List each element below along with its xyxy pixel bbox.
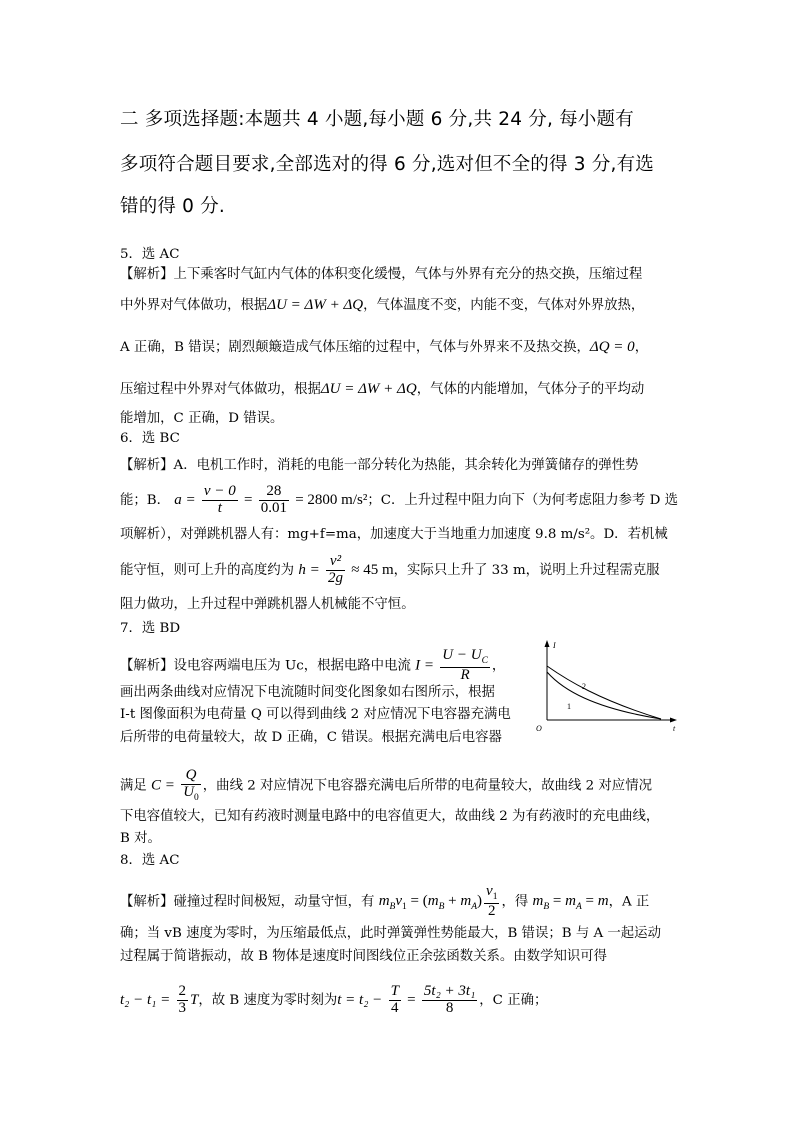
q7-line-7: B 对。 (120, 831, 161, 846)
q7-frac1-num (440, 648, 490, 668)
q6-frac1-num: v − 0 (203, 483, 236, 499)
q7-fraction-2 (181, 768, 201, 804)
section-heading-line-3: 错的得 0 分. (120, 196, 226, 217)
chart-curve-1-label: 1 (567, 702, 571, 711)
q5-line-1: 【解析】上下乘客时气缸内气体的体积变化缓慢，气体与外界有充分的热交换，压缩过程 (120, 267, 643, 282)
q7-fraction-1 (440, 648, 490, 684)
q8-eq: = (407, 991, 416, 1008)
q8-title: 8．选 AC (120, 853, 180, 868)
q6-line-2a: 能；B． (120, 492, 171, 508)
q8-frac1-den: 3 (178, 999, 187, 1016)
q6-fraction-2 (259, 484, 289, 517)
q5-title: 5．选 AC (120, 247, 180, 262)
q6-acc-symbol: a = (174, 491, 196, 508)
q6-frac1-den: t (217, 499, 222, 516)
q7-line-4: 后所带的电荷量较大，故 D 正确，C 错误。根据充满电后电容器 (120, 730, 502, 745)
q8-period-T: T (190, 991, 199, 1008)
q8-frac3-den: 8 (445, 999, 454, 1016)
q7-line-5c: ，曲线 2 对应情况下电容器充满电后所带的电荷量较大，故曲线 2 对应情况 (202, 778, 652, 794)
q5-line-5: 能增加，C 正确，D 错误。 (120, 411, 284, 426)
q8-line-4 (120, 984, 547, 1017)
q8-line-1c: ，A 正 (608, 894, 650, 910)
q7-cap-symbol: C = (151, 777, 175, 794)
q8-line-3: 过程属于简谐振动，故 B 物体是速度时间图线位正余弦函数关系。由数学知识可得 (120, 949, 608, 964)
q5-line-3c: ， (634, 340, 649, 355)
q7-current-symbol: I = (415, 657, 434, 674)
section-heading-line-1: 二 多项选择题:本题共 4 小题,每小题 6 分,共 24 分, 每小题有 (120, 109, 634, 130)
q6-line-2 (120, 484, 678, 517)
q7-line-5 (120, 768, 652, 804)
q8-frac2-num: T (390, 983, 399, 999)
q6-eq: = (243, 491, 253, 508)
q5-line-3 (120, 338, 648, 357)
q6-title: 6．选 BC (120, 431, 180, 446)
q8-line-1a: 【解析】碰撞过程时间极短，动量守恒，有 (120, 894, 375, 910)
q7-line-3: I-t 图像面积为电荷量 Q 可以得到曲线 2 对应情况下电容器充满电 (120, 707, 511, 722)
q6-height-result: ≈ 45 m (351, 561, 394, 578)
q7-line-5a: 满足 (120, 778, 147, 794)
q8-line-1-rest: ，得 (501, 894, 529, 910)
q5-formula-2: ΔQ = 0 (589, 339, 635, 355)
q6-frac3-num: v² (326, 554, 345, 571)
q8-fraction-3 (422, 984, 477, 1017)
q8-frac2-den: 4 (390, 999, 399, 1016)
q6-acc-result: = 2800 m/s² (295, 491, 368, 508)
q6-frac3-den: 2g (327, 569, 343, 586)
q5-formula-3: ΔU = ΔW + ΔQ (320, 381, 417, 397)
q8-line-2: 确；当 vB 速度为零时，为压缩最低点，此时弹簧弹性势能最大，B 错误；B 与 A 一起运动 (120, 926, 661, 941)
q7-line-2: 画出两条曲线对应情况下电流随时间变化图象如右图所示，根据 (120, 685, 495, 700)
q7-line-1c: ， (491, 658, 506, 674)
q8-fraction-v: $\frac{v_1}{2}$ (486, 883, 498, 919)
q7-frac2-den-sub: 0 (194, 792, 199, 803)
q5-line-2c: ，气体温度不变，内能不变，气体对外界放热， (363, 298, 645, 313)
q8-line-4b: ，故 B 速度为零时刻为 (198, 992, 338, 1008)
q8-fraction-1 (177, 984, 189, 1017)
q6-line-4 (120, 554, 660, 587)
q8-momentum-eq: $m_Bv_1 = (m_B + m_A)$ (378, 893, 483, 913)
q6-fraction-3 (326, 554, 345, 587)
q7-it-chart (533, 636, 681, 732)
q7-frac2-den-text: U (183, 783, 195, 800)
q5-line-4c: ，气体的内能增加，气体分子的平均动 (416, 382, 645, 397)
q8-time-expr: t = t₂ − (337, 991, 383, 1008)
q8-time-diff: t₂ − t₁ = (120, 991, 171, 1008)
chart-x-arrow (670, 718, 677, 723)
chart-origin-label: O (536, 724, 542, 732)
q6-line-4a: 能守恒，则可上升的高度约为 (120, 562, 295, 578)
q7-frac2-den (181, 785, 201, 804)
q8-frac3-num: 5t₂ + 3t₁ (423, 983, 476, 999)
q7-frac2-num: Q (181, 768, 201, 785)
q6-line-1: 【解析】A．电机工作时，消耗的电能一部分转化为热能，其余转化为弹簧储存的弹性势 (120, 458, 639, 473)
q7-frac1-num-text: U − U (442, 647, 482, 663)
q8-line-1 (120, 884, 649, 920)
q7-line-1 (120, 648, 505, 684)
q7-title: 7．选 BD (120, 621, 181, 636)
q7-frac1-den: R (460, 666, 470, 683)
q6-line-2c: ；C．上升过程中阻力向下（为何考虑阻力参考 D 选 (367, 492, 679, 508)
q8-fraction-2 (389, 984, 401, 1017)
q7-line-6: 下电容值较大，已知有药液时测量电路中的电容值更大，故曲线 2 为有药液时的充电曲线， (120, 809, 660, 824)
q8-line-4c: ，C 正确； (479, 992, 548, 1008)
q5-line-2a: 中外界对气体做功，根据 (120, 298, 268, 313)
chart-x-label: t (673, 724, 676, 732)
q6-line-5: 阻力做功，上升过程中弹跳机器人机械能不守恒。 (120, 597, 415, 612)
q6-height-symbol: h = (298, 561, 320, 578)
q5-line-3a: A 正确，B 错误；剧烈颠簸造成气体压缩的过程中，气体与外界来不及热交换， (120, 340, 590, 355)
chart-curve-2 (547, 666, 661, 719)
q7-frac1-num-sub: C (481, 656, 488, 666)
q6-fraction-1 (202, 484, 238, 517)
chart-y-arrow (545, 640, 550, 647)
q5-formula-1: ΔU = ΔW + ΔQ (267, 297, 364, 313)
q8-frac1-num: 2 (178, 983, 187, 999)
q6-line-4c: ，实际只上升了 33 m，说明上升过程需克服 (393, 562, 660, 578)
q7-line-1a: 【解析】设电容两端电压为 Uc，根据电路中电流 (120, 658, 411, 674)
q6-line-3: 项解析），对弹跳机器人有：mg+f=ma，加速度大于当地重力加速度 9.8 m/s²。D．若机械 (120, 527, 668, 542)
q5-line-4 (120, 380, 644, 399)
chart-y-label: I (553, 641, 556, 650)
q5-line-2 (120, 296, 644, 315)
q8-mass-eq: $m_B = m_A = m$ (532, 893, 609, 913)
q5-line-4a: 压缩过程中外界对气体做功，根据 (120, 382, 321, 397)
chart-curve-2-label: 2 (582, 682, 586, 691)
section-heading-line-2: 多项符合题目要求,全部选对的得 6 分,选对但不全的得 3 分,有选 (120, 154, 655, 175)
chart-curve-1 (547, 672, 661, 719)
q6-frac2-den: 0.01 (260, 499, 287, 516)
q6-frac2-num: 28 (259, 484, 289, 501)
